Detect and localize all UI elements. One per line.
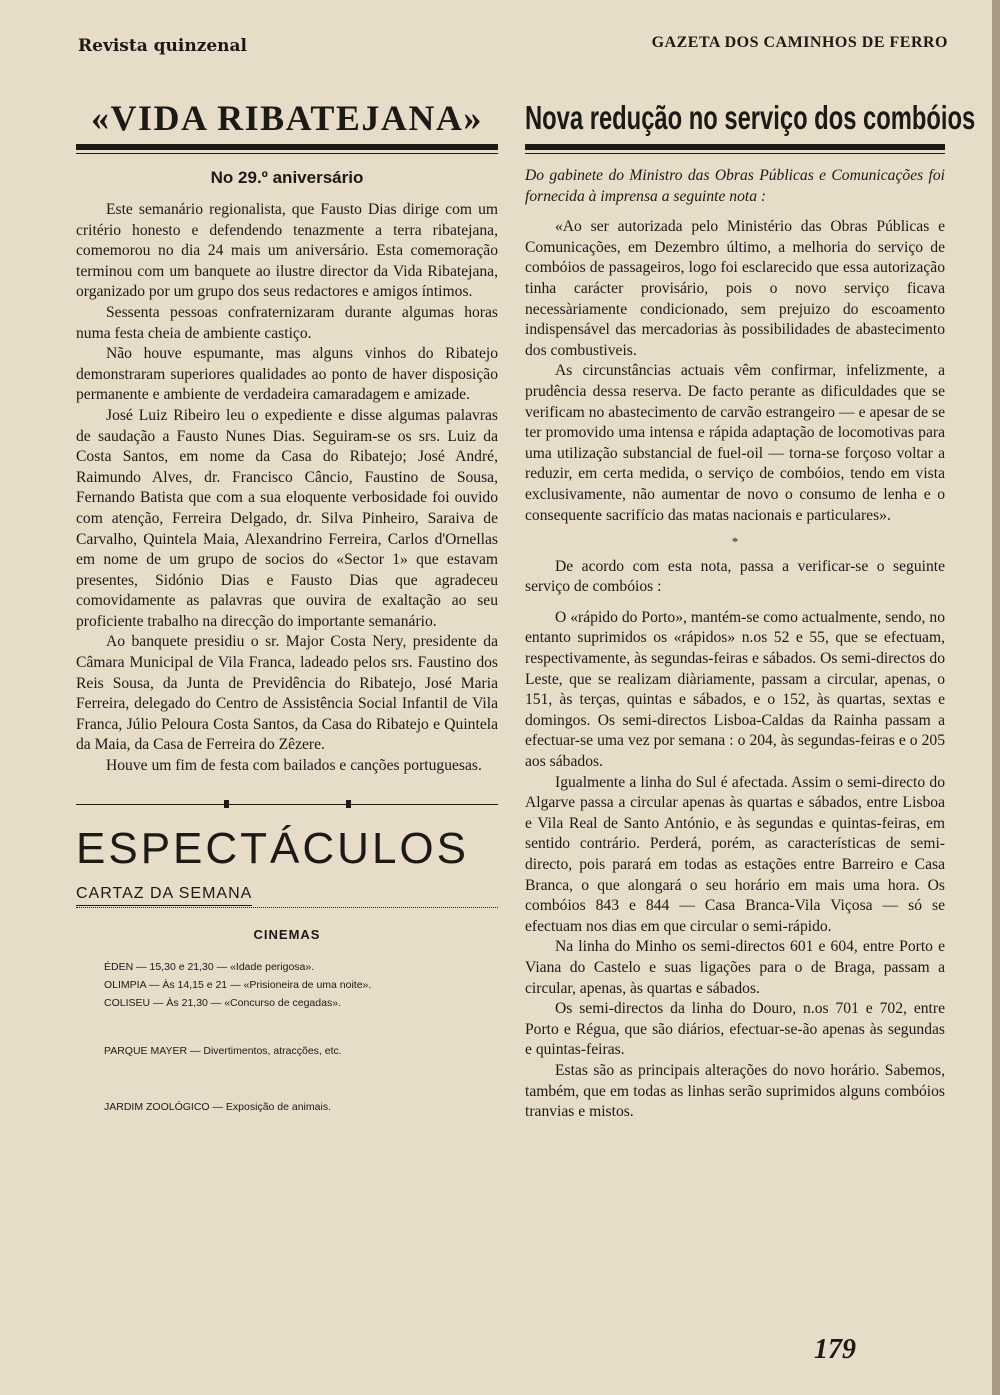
title-rule-thick	[76, 144, 498, 150]
left-article-body	[76, 200, 498, 777]
divider-ornament	[346, 800, 351, 808]
paragraph: Na linha do Minho os semi-directos 601 e 604, entre Porto e Viana do Castelo e suas ligações para o de Braga, passam a circular, apenas, às quartas e sábados.	[525, 938, 945, 997]
intro-note: Do gabinete do Ministro das Obras Públicas e Comunicações foi fornecida à imprensa a seguinte nota :	[525, 167, 945, 205]
title-rule-thin	[525, 153, 945, 154]
cinema-listing: OLIMPIA — Às 14,15 e 21 — «Prisioneira de uma noite».	[104, 978, 372, 991]
paragraph: Ao banquete presidiu o sr. Major Costa Nery, presidente da Câmara Municipal de Vila Franca, ladeado pelos srs. Faustino dos Reis Sousa, da Junta de Previdência do Ribatejo, José Maria Ferreira, delegado do Centro de Assistência Social Infantil de Vila Franca, Júlio Peloura Costa Santos, da Casa do Ribatejo e Quintela da Maia, da Casa de Ferreira do Zêzere.	[76, 633, 498, 754]
cartaz-subtitle: CARTAZ DA SEMANA	[76, 885, 252, 906]
paragraph: O «rápido do Porto», mantém-se como actualmente, sendo, no entanto suprimidos os «rápidos» n.os 52 e 55, que se efectuam, respectivamente, às segundas-feiras e sábados. Os semi-directos do Leste, que se realizam diàriamente, passam a circular, apenas, o 151, às terças, quintas e sábados, e o 152, às quartas, sextas e domingos. Os semi-directos Lisboa-Caldas da Rainha passam a efectuar-se uma vez por semana : o 204, às segundas-feiras e o 205 aos sábados.	[525, 608, 945, 771]
page-number: 179	[814, 1334, 856, 1365]
paragraph: Não houve espumante, mas alguns vinhos do Ribatejo demonstraram superiores qualidades ao ponto de haver disposição permanente e ambiente de verdadeira camaradagem e amizade.	[76, 345, 498, 404]
nova-reducao-title: Nova redução no serviço dos combóios	[525, 99, 976, 136]
right-column	[525, 90, 976, 1123]
parque-mayer-listing: PARQUE MAYER — Divertimentos, atracções, etc.	[104, 1044, 342, 1057]
paragraph: José Luiz Ribeiro leu o expediente e disse algumas palavras de saudação a Fausto Nunes Dias. Seguiram-se os srs. Luiz da Costa Santos, em nome da Casa do Ribatejo; José André, Raimundo Alves, dr. Francisco Câncio, Faustino de Sousa, Fernando Batista que com a sua eloquente verbosidade foi ouvido com atenção, Ferreira Delgado, dr. Silva Pinheiro, Saraiva de Carvalho, Quintela Maia, Alexandrino Ferreira, Carlos d'Ornellas em nome de um grupo de socios do «Sector 1» que estavam presentes, Sidónio Dias e Fausto Dias que agradeceu comovidamente as palavras que ouvira de exaltação ao seu proficiente trabalho na direcção do importante semanário.	[76, 406, 498, 630]
header-left: Revista quinzenal	[78, 36, 248, 56]
divider-ornament	[224, 800, 229, 808]
right-article-body	[525, 166, 945, 1123]
jardim-zoologico-listing: JARDIM ZOOLÓGICO — Exposição de animais.	[104, 1100, 331, 1113]
paragraph: Este semanário regionalista, que Fausto Dias dirige com um critério honesto e defendendo tenazmente a terra ribatejana, comemorou no dia 24 mais um aniversário. Esta comemoração terminou com um banquete ao ilustre director da Vida Ribatejana, organizado por um grupo dos seus redactores e amigos íntimos.	[76, 201, 498, 301]
quote-paragraph: «Ao ser autorizada pelo Ministério das Obras Públicas e Comunicações, em Dezembro último, a melhoria do serviço de combóios de passageiros, logo foi esclarecido que essa autorização tinha carácter provisário, pois o novo serviço ficava necessàriamente condicionado, sem prejuizo do escoamento indispensável das mercadorias às possibilidades de abastecimento dos combustiveis.	[525, 218, 945, 359]
paragraph: Igualmente a linha do Sul é afectada. Assim o semi-directo do Algarve passa a circular apenas às quartas e sábados, entre Lisboa e Vila Real de Santo António, e às segundas e quintas-feiras, em sentido contrário. Perderá, porém, as características de semi-directo, pois parará em todas as estações entre Barreiro e Casa Branca, o que alongará o seu horário em mais uma hora. Os combóios 843 e 844 — Casa Branca-Vila Viçosa — só se efectuam nos dias em que circular o semi-rápido.	[525, 773, 945, 935]
paragraph: Os semi-directos da linha do Douro, n.os 701 e 702, entre Porto e Régua, que são diários, efectuar-se-ão apenas às segundas e quintas-feiras.	[525, 1000, 945, 1059]
title-rule-thin	[76, 153, 498, 154]
article-subtitle: No 29.º aniversário	[210, 168, 364, 187]
paragraph: Estas são as principais alterações do novo horário. Sabemos, também, que em todas as linhas serão suprimidos alguns combóios tranvias e mistos.	[525, 1061, 945, 1121]
asterisk-separator: *	[731, 534, 739, 550]
paragraph: Sessenta pessoas confraternizaram durante algumas horas numa festa cheia de ambiente castiço.	[76, 303, 498, 342]
paragraph: De acordo com esta nota, passa a verificar-se o seguinte serviço de combóios :	[525, 557, 945, 596]
vida-ribatejana-title: «VIDA RIBATEJANA»	[91, 98, 483, 138]
section-divider	[76, 799, 498, 809]
quote-paragraph: As circunstâncias actuais vêm confirmar, infelizmente, a prudência dessa reserva. De facto perante as dificuldades que se verificam no abastecimento de carvão estrangeiro — e apesar de se ter promovido uma intensa e rápida adaptação de locomotivas para uma utilização substancial de fuel-oil — torna-se forçoso voltar a reduzir, em certa medida, o serviço de combóios, tendo em vista exclusivamente, não aumentar de novo o consumo de lenha e o consequente sacrifício das matas nacionais e particulares».	[525, 362, 945, 524]
cartaz-rule	[76, 907, 498, 909]
espectaculos-title: ESPECTÁCULOS	[76, 823, 469, 873]
page-edge-shadow	[992, 0, 1000, 1395]
header-right: GAZETA DOS CAMINHOS DE FERRO	[651, 34, 948, 51]
title-rule-thick	[525, 144, 945, 150]
cinema-listing: COLISEU — Às 21,30 — «Concurso de cegadas».	[104, 996, 341, 1009]
cinemas-heading: CINEMAS	[253, 926, 321, 942]
cinema-listing: ÉDEN — 15,30 e 21,30 — «Idade perigosa».	[104, 960, 315, 973]
paragraph: Houve um fim de festa com bailados e canções portuguesas.	[106, 757, 482, 775]
left-column	[76, 90, 498, 1116]
